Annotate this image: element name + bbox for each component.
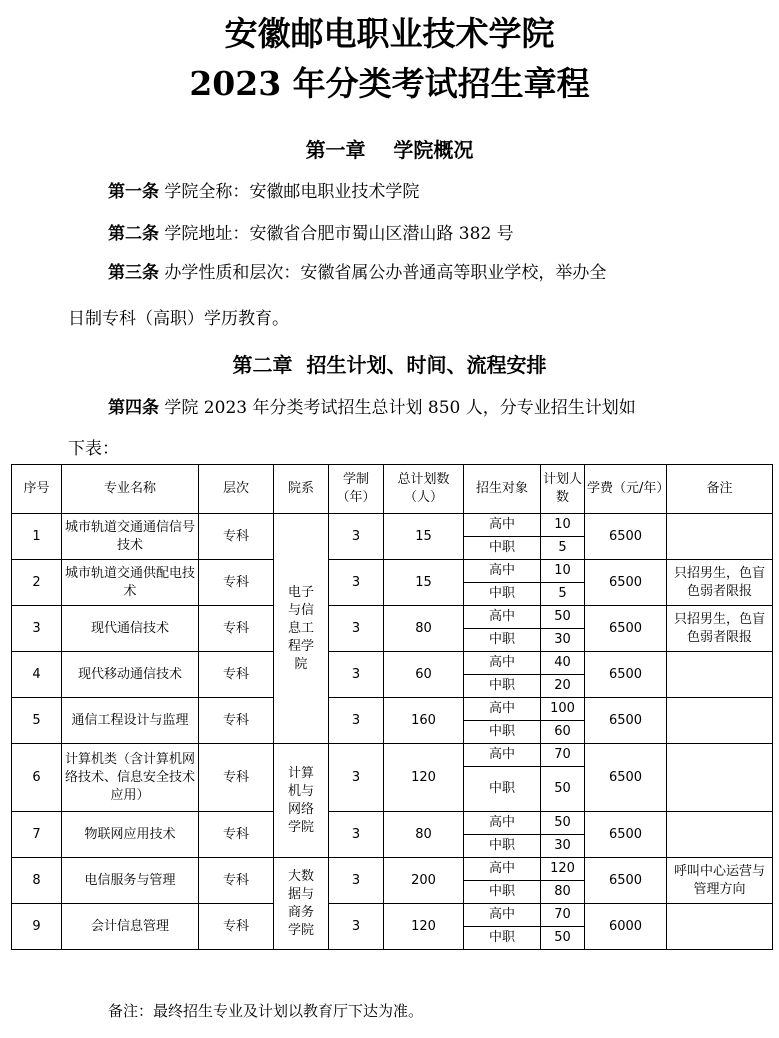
level: 专科 [199,858,274,904]
target-highschool: 高中 [464,904,541,927]
plan-vocational: 20 [541,675,585,698]
target-highschool: 高中 [464,560,541,583]
row-number: 3 [12,606,62,652]
article-2 [108,222,514,246]
level: 专科 [199,514,274,560]
study-years: 3 [329,904,384,950]
study-years: 3 [329,698,384,744]
plan-vocational: 30 [541,835,585,858]
level: 专科 [199,904,274,950]
major-name: 会计信息管理 [62,904,199,950]
tuition: 6500 [585,698,667,744]
article-3-text: 办学性质和层次：安徽省属公办普通高等职业学校，举办全 [159,263,607,283]
row-number: 5 [12,698,62,744]
article-3 [108,261,606,285]
target-highschool: 高中 [464,652,541,675]
plan-vocational: 80 [541,881,585,904]
article-4-continuation: 下表： [68,439,119,459]
table-row [12,606,773,629]
tuition: 6500 [585,606,667,652]
tuition: 6500 [585,744,667,812]
table-row [12,744,773,767]
article-1-label: 第一条 [108,182,159,202]
total-plan: 60 [384,652,464,698]
remark: 只招男生，色盲色弱者限报 [667,560,773,606]
remark: 只招男生，色盲色弱者限报 [667,606,773,652]
table-header-row [12,465,773,514]
total-plan: 120 [384,744,464,812]
plan-highschool: 50 [541,606,585,629]
remark [667,514,773,560]
remark [667,652,773,698]
plan-vocational: 30 [541,629,585,652]
study-years: 3 [329,744,384,812]
target-vocational: 中职 [464,767,541,812]
target-vocational: 中职 [464,537,541,560]
plan-highschool: 10 [541,514,585,537]
plan-vocational: 60 [541,721,585,744]
department: 电子与信息工程学院 [274,514,329,744]
target-vocational: 中职 [464,927,541,950]
level: 专科 [199,744,274,812]
article-1-text: 学院全称：安徽邮电职业技术学院 [159,182,420,202]
major-name: 物联网应用技术 [62,812,199,858]
table-row [12,514,773,537]
remark [667,812,773,858]
document-title-line2: 2023 年分类考试招生章程 [189,64,590,103]
total-plan: 120 [384,904,464,950]
article-3-continuation: 日制专科（高职）学历教育。 [68,309,289,329]
study-years: 3 [329,606,384,652]
plan-highschool: 10 [541,560,585,583]
chapter2-title: 第二章 招生计划、时间、流程安排 [232,353,547,377]
table-row [12,858,773,881]
plan-highschool: 70 [541,744,585,767]
header-cell: 学费（元/年） [585,465,667,514]
target-vocational: 中职 [464,675,541,698]
row-number: 2 [12,560,62,606]
article-4-label: 第四条 [108,398,159,418]
footnote: 备注：最终招生专业及计划以教育厅下达为准。 [108,1002,424,1020]
total-plan: 200 [384,858,464,904]
total-plan: 15 [384,514,464,560]
plan-highschool: 40 [541,652,585,675]
tuition: 6500 [585,560,667,606]
article-1 [108,180,419,204]
table-row [12,904,773,927]
header-cell: 序号 [12,465,62,514]
article-3-label: 第三条 [108,263,159,283]
study-years: 3 [329,652,384,698]
plan-vocational: 50 [541,927,585,950]
target-highschool: 高中 [464,514,541,537]
target-highschool: 高中 [464,606,541,629]
row-number: 9 [12,904,62,950]
article-4 [108,396,636,420]
target-highschool: 高中 [464,858,541,881]
target-vocational: 中职 [464,583,541,606]
target-highschool: 高中 [464,744,541,767]
target-highschool: 高中 [464,812,541,835]
major-name: 现代通信技术 [62,606,199,652]
study-years: 3 [329,858,384,904]
row-number: 7 [12,812,62,858]
plan-highschool: 100 [541,698,585,721]
header-cell: 层次 [199,465,274,514]
level: 专科 [199,698,274,744]
major-name: 现代移动通信技术 [62,652,199,698]
target-vocational: 中职 [464,835,541,858]
major-name: 城市轨道交通供配电技术 [62,560,199,606]
study-years: 3 [329,560,384,606]
header-cell: 招生对象 [464,465,541,514]
plan-highschool: 120 [541,858,585,881]
study-years: 3 [329,812,384,858]
department: 计算机与网络学院 [274,744,329,858]
major-name: 通信工程设计与监理 [62,698,199,744]
major-name: 计算机类（含计算机网络技术、信息安全技术应用） [62,744,199,812]
article-4-text: 学院 2023 年分类考试招生总计划 850 人，分专业招生计划如 [159,398,636,418]
document-title-line1: 安徽邮电职业技术学院 [224,14,555,53]
plan-highschool: 50 [541,812,585,835]
department: 大数据与商务学院 [274,858,329,950]
total-plan: 15 [384,560,464,606]
target-highschool: 高中 [464,698,541,721]
remark [667,698,773,744]
enrollment-plan-table [11,464,773,950]
total-plan: 160 [384,698,464,744]
table-row [12,560,773,583]
header-cell: 总计划数（人） [384,465,464,514]
target-vocational: 中职 [464,721,541,744]
level: 专科 [199,652,274,698]
plan-vocational: 5 [541,583,585,606]
target-vocational: 中职 [464,629,541,652]
tuition: 6500 [585,812,667,858]
total-plan: 80 [384,606,464,652]
plan-highschool: 70 [541,904,585,927]
plan-vocational: 5 [541,537,585,560]
table-row [12,652,773,675]
study-years: 3 [329,514,384,560]
level: 专科 [199,560,274,606]
level: 专科 [199,606,274,652]
tuition: 6500 [585,652,667,698]
remark: 呼叫中心运营与管理方向 [667,858,773,904]
major-name: 城市轨道交通通信信号技术 [62,514,199,560]
header-cell: 备注 [667,465,773,514]
remark [667,744,773,812]
remark [667,904,773,950]
article-2-label: 第二条 [108,224,159,244]
plan-vocational: 50 [541,767,585,812]
header-cell: 专业名称 [62,465,199,514]
level: 专科 [199,812,274,858]
row-number: 8 [12,858,62,904]
row-number: 1 [12,514,62,560]
tuition: 6000 [585,904,667,950]
tuition: 6500 [585,858,667,904]
header-cell: 院系 [274,465,329,514]
total-plan: 80 [384,812,464,858]
tuition: 6500 [585,514,667,560]
major-name: 电信服务与管理 [62,858,199,904]
table-row [12,698,773,721]
article-2-text: 学院地址：安徽省合肥市蜀山区潜山路 382 号 [159,224,514,244]
table-row [12,812,773,835]
header-cell: 学制（年） [329,465,384,514]
chapter1-title: 第一章 学院概况 [305,138,474,162]
target-vocational: 中职 [464,881,541,904]
header-cell: 计划人数 [541,465,585,514]
row-number: 4 [12,652,62,698]
row-number: 6 [12,744,62,812]
